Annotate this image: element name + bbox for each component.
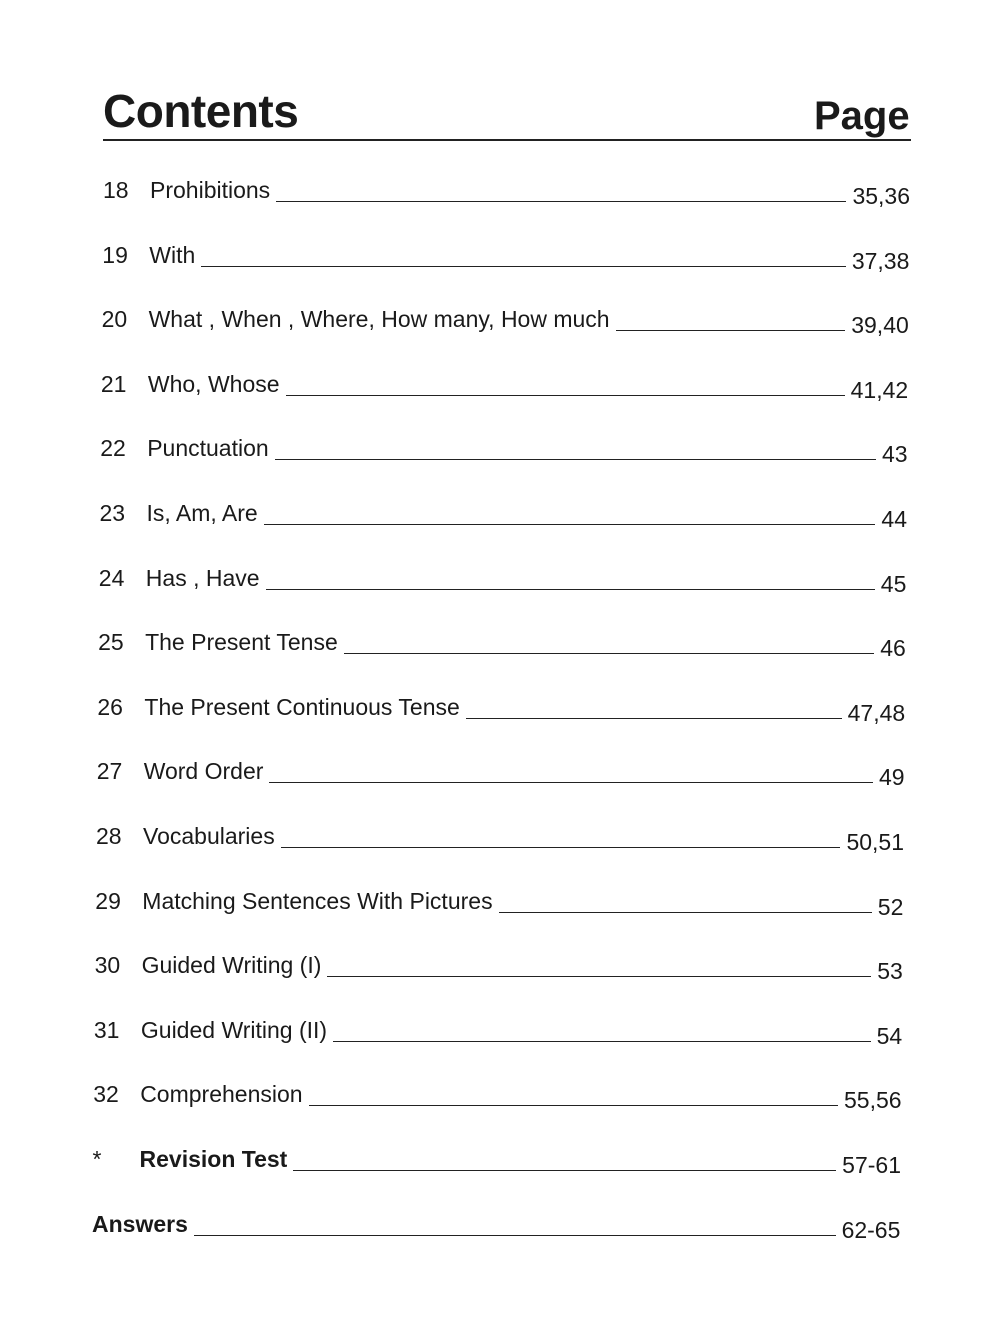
- entry-title: Prohibitions: [150, 177, 271, 203]
- entry-pages: 35,36: [852, 183, 910, 209]
- entry-pages: 46: [880, 635, 906, 662]
- entry-title: Has , Have: [145, 564, 260, 591]
- entry-number: 28: [96, 823, 122, 849]
- entry-pages: 45: [880, 570, 907, 597]
- entry-title: With: [149, 241, 196, 268]
- entry-title: The Present Continuous Tense: [144, 693, 460, 720]
- leader-line: [333, 1040, 871, 1042]
- entry-title: The Present Tense: [145, 629, 338, 656]
- entry-title: Guided Writing (I): [141, 952, 322, 979]
- leader-line: [276, 200, 846, 202]
- entry-number: 32: [93, 1081, 119, 1108]
- entry-number: 22: [100, 435, 126, 462]
- entry-number: 31: [93, 1016, 120, 1043]
- entry-pages: 50,51: [846, 829, 904, 855]
- toc-entry: [92, 1204, 901, 1243]
- leader-line: [344, 652, 874, 654]
- toc-entry: [94, 945, 903, 985]
- leader-line: [286, 394, 845, 396]
- entry-number: *: [92, 1146, 102, 1172]
- leader-line: [466, 717, 842, 719]
- entry-title: Comprehension: [140, 1081, 303, 1108]
- toc-entry: [100, 428, 908, 468]
- toc-entry: [96, 751, 905, 791]
- entry-number: 20: [101, 306, 128, 333]
- toc-entry: [96, 816, 904, 855]
- entry-number: 29: [95, 887, 121, 914]
- entry-title: Word Order: [143, 758, 264, 785]
- entry-pages: 44: [881, 506, 907, 532]
- entry-pages: 53: [877, 958, 903, 985]
- leader-line: [194, 1234, 836, 1236]
- entry-pages: 39,40: [851, 312, 909, 339]
- leader-line: [266, 588, 875, 590]
- heading-divider: [103, 139, 911, 141]
- entry-pages: 41,42: [850, 376, 909, 403]
- entry-number: 25: [98, 629, 124, 656]
- toc-entry: [98, 558, 907, 597]
- entry-number: 23: [99, 500, 126, 526]
- toc-entry: [101, 299, 909, 339]
- entry-number: 18: [103, 177, 129, 203]
- entry-pages: 37,38: [851, 247, 910, 274]
- leader-line: [309, 1104, 838, 1106]
- leader-line: [499, 911, 872, 913]
- entry-title: Matching Sentences With Pictures: [142, 887, 493, 914]
- leader-line: [201, 265, 846, 267]
- toc-entry: [92, 1139, 902, 1178]
- toc-entry: [98, 622, 906, 662]
- toc-entry: [93, 1010, 903, 1049]
- entry-number: 19: [102, 241, 128, 268]
- leader-line: [269, 781, 873, 783]
- toc-entry: [93, 1074, 902, 1114]
- entry-pages: 55,56: [844, 1087, 902, 1114]
- page-title: Contents: [103, 85, 299, 137]
- entry-pages: 52: [877, 893, 904, 920]
- leader-line: [616, 329, 846, 331]
- entry-title: Is, Am, Are: [146, 500, 258, 526]
- leader-line: [293, 1169, 836, 1171]
- leader-line: [281, 846, 841, 848]
- toc-entry: [95, 881, 904, 920]
- entry-pages: 57-61: [842, 1152, 901, 1178]
- entry-title: What , When , Where, How many, How much: [148, 306, 610, 333]
- page-column-heading: Page: [814, 94, 910, 138]
- toc-entry: [102, 235, 910, 274]
- entry-title: Revision Test: [139, 1146, 288, 1172]
- entry-number: 30: [94, 952, 121, 979]
- entry-number: 21: [100, 370, 127, 397]
- entry-pages: 47,48: [847, 699, 906, 726]
- toc-entry: [97, 687, 906, 726]
- entry-pages: 43: [881, 441, 908, 468]
- entry-pages: 62-65: [841, 1216, 901, 1243]
- toc-entry: [100, 364, 909, 403]
- entry-number: 26: [97, 693, 123, 720]
- toc-entry: [99, 493, 908, 532]
- toc-entry: [103, 170, 910, 209]
- leader-line: [275, 458, 876, 460]
- entry-title: Answers: [92, 1210, 188, 1237]
- entry-pages: 54: [876, 1022, 903, 1049]
- entry-number: 27: [96, 758, 123, 785]
- entry-title: Guided Writing (II): [140, 1016, 328, 1043]
- entry-title: Vocabularies: [143, 823, 275, 849]
- entry-title: Punctuation: [147, 435, 269, 462]
- leader-line: [327, 975, 871, 977]
- entry-number: 24: [98, 564, 125, 591]
- entry-pages: 49: [878, 764, 905, 791]
- entry-title: Who, Whose: [147, 370, 280, 397]
- leader-line: [264, 523, 876, 525]
